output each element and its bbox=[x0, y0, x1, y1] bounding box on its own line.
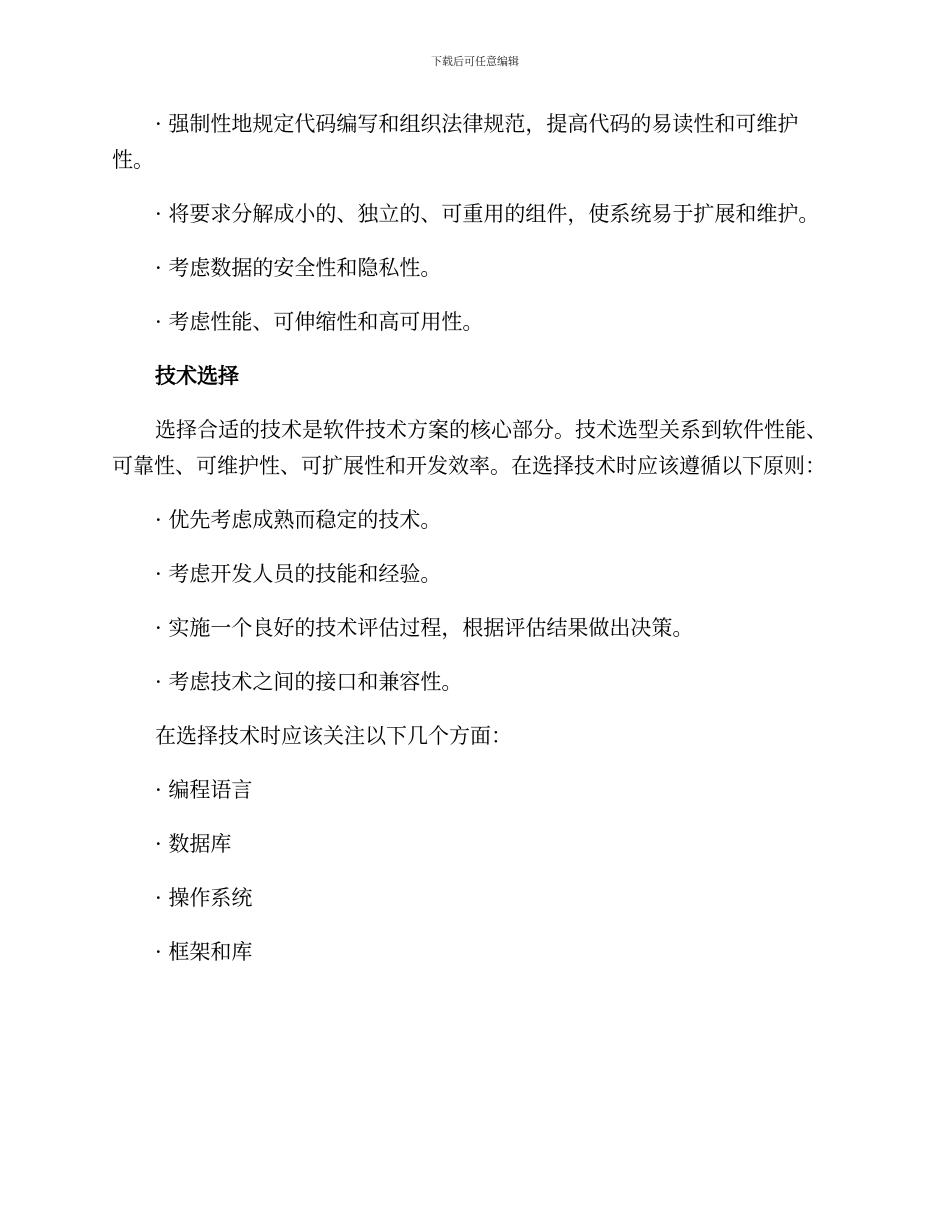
bullet-database: · 数据库 bbox=[155, 832, 232, 856]
bullet-components: · 将要求分解成小的、独立的、可重用的组件，使系统易于扩展和维护。 bbox=[155, 202, 820, 226]
bullet-compatibility: · 考虑技术之间的接口和兼容性。 bbox=[155, 670, 463, 694]
bullet-frameworks-libraries: · 框架和库 bbox=[155, 940, 253, 964]
bullet-tech-evaluation: · 实施一个良好的技术评估过程，根据评估结果做出决策。 bbox=[155, 616, 694, 640]
bullet-data-security: · 考虑数据的安全性和隐私性。 bbox=[155, 256, 442, 280]
bullet-developer-skills: · 考虑开发人员的技能和经验。 bbox=[155, 562, 442, 586]
bullet-code-standards: · 强制性地规定代码编写和组织法律规范，提高代码的易读性和可维护性。 bbox=[112, 112, 799, 172]
bullet-operating-system: · 操作系统 bbox=[155, 886, 253, 910]
bullet-programming-language: · 编程语言 bbox=[155, 778, 253, 802]
bullet-performance: · 考虑性能、可伸缩性和高可用性。 bbox=[155, 310, 484, 334]
section-heading-tech-selection: 技术选择 bbox=[155, 363, 239, 388]
document-body bbox=[112, 106, 834, 970]
paragraph-tech-intro: 选择合适的技术是软件技术方案的核心部分。技术选型关系到软件性能、可靠性、可维护性、可扩展性和开发效率。在选择技术时应该遵循以下原则： bbox=[112, 418, 827, 478]
page-header: 下载后可任意编辑 bbox=[431, 55, 519, 68]
paragraph-focus-areas: 在选择技术时应该关注以下几个方面： bbox=[155, 724, 512, 748]
bullet-mature-tech: · 优先考虑成熟而稳定的技术。 bbox=[155, 508, 442, 532]
